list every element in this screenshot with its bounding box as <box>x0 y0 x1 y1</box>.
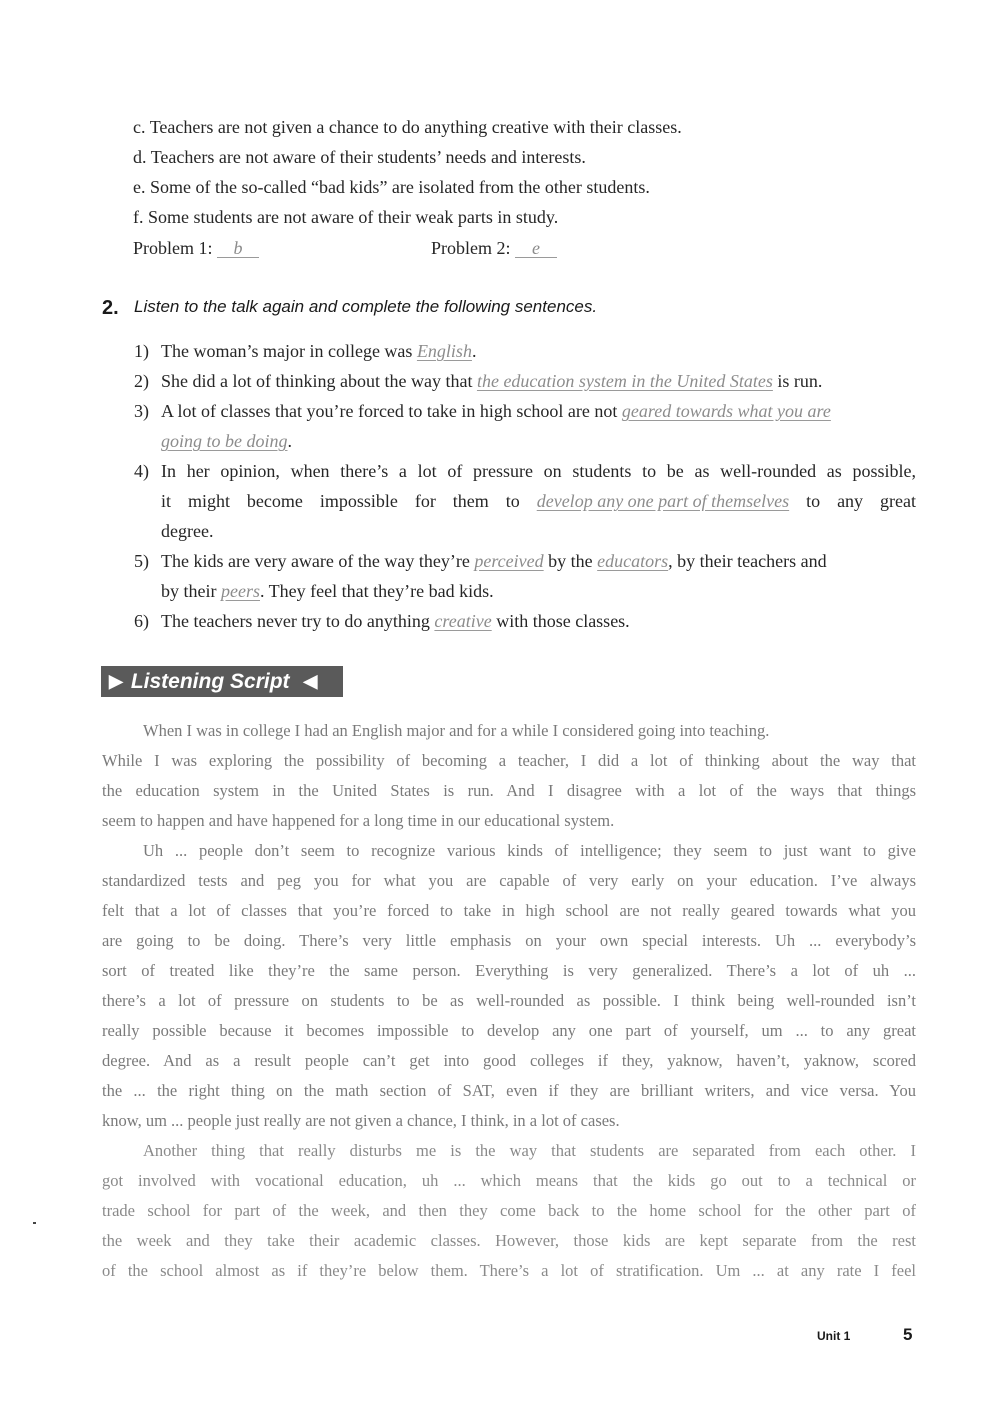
script-line: sort of treated like they’re the same person. Everything is very generalized. There’s a lot of uh ... <box>102 961 916 980</box>
answer-1: English <box>416 341 472 361</box>
listening-script-banner <box>101 666 343 697</box>
option-c: c. Teachers are not given a chance to do anything creative with their classes. <box>133 117 682 137</box>
script-line: Another thing that really disturbs me is the way that students are separated from each other. I <box>143 1141 916 1160</box>
answer-6: creative <box>434 611 492 631</box>
item-number: 6) <box>134 611 149 631</box>
item-3-line-2: going to be doing. <box>161 431 292 451</box>
script-line: degree. And as a result people can’t get into good colleges if they, yaknow, haven’t, yaknow, scored <box>102 1051 916 1070</box>
triangle-right-icon: ▶ <box>109 671 123 691</box>
item-4: In her opinion, when there’s a lot of pressure on students to be as well-rounded as possible, <box>161 461 916 481</box>
problem-2-answer: e <box>515 239 557 258</box>
option-e: e. Some of the so-called “bad kids” are isolated from the other students. <box>133 177 650 197</box>
script-line: When I was in college I had an English major and for a while I considered going into teaching. <box>143 721 770 740</box>
problem-1 <box>133 238 259 258</box>
page-number: 5 <box>903 1325 913 1344</box>
script-line: of the school almost as if they’re below them. There’s a lot of stratification. Um ... at any rate I feel <box>102 1261 916 1280</box>
answer-5c: peers <box>221 581 260 601</box>
script-line: trade school for part of the week, and then they come back to the home school for the other part of <box>102 1201 916 1220</box>
script-line: Uh ... people don’t seem to recognize various kinds of intelligence; they seem to just want to give <box>143 841 916 860</box>
answer-2: the education system in the United States <box>476 371 773 391</box>
answer-5a: perceived <box>474 551 544 571</box>
item-5-line-2: by their peers. They feel that they’re bad kids. <box>161 581 494 601</box>
item-number: 3) <box>134 401 149 421</box>
option-f: f. Some students are not aware of their weak parts in study. <box>133 207 559 227</box>
exercise-instruction: Listen to the talk again and complete the following sentences. <box>134 297 598 316</box>
banner-title: Listening Script <box>130 669 290 693</box>
script-line: there’s a lot of pressure on students to be as well-rounded as possible. I think being well-rounded isn’t <box>102 991 916 1010</box>
item-5: The kids are very aware of the way they’re perceived by the educators, by their teachers and <box>161 551 827 571</box>
item-number: 5) <box>134 551 149 571</box>
item-6: The teachers never try to do anything creative with those classes. <box>161 611 630 631</box>
item-4-line-2: it might become impossible for them to develop any one part of themselves to any great <box>161 491 916 511</box>
item-4-line-3: degree. <box>161 521 214 541</box>
answer-4: develop any one part of themselves <box>536 491 790 511</box>
item-number: 4) <box>134 461 149 481</box>
answer-3-cont: going to be doing <box>161 431 288 451</box>
exercise-number: 2. <box>102 297 119 319</box>
item-number: 2) <box>134 371 149 391</box>
problem-2 <box>431 238 557 258</box>
script-line: standardized tests and peg you for what you are capable of very early on your education. I’ve always <box>102 871 916 890</box>
triangle-left-icon: ◀ <box>303 671 318 691</box>
script-line: the ... the right thing on the math section of SAT, even if they are brilliant writers, and vice versa. You <box>102 1081 916 1100</box>
answer-5b: educators <box>597 551 669 571</box>
item-number: 1) <box>134 341 149 361</box>
item-3: A lot of classes that you’re forced to take in high school are not geared towards what you are <box>161 401 831 421</box>
unit-label: Unit 1 <box>817 1329 851 1343</box>
item-1: The woman’s major in college was English. <box>161 341 477 361</box>
option-d: d. Teachers are not aware of their students’ needs and interests. <box>133 147 586 167</box>
script-line: felt that a lot of classes that you’re forced to take in high school are not really geared towards what you <box>102 901 916 920</box>
item-2: She did a lot of thinking about the way that the education system in the United States is run. <box>161 371 823 391</box>
script-line: While I was exploring the possibility of becoming a teacher, I did a lot of thinking about the way that <box>102 751 916 770</box>
script-line: know, um ... people just really are not given a chance, I think, in a lot of cases. <box>102 1111 620 1130</box>
problem-1-answer: b <box>217 239 259 258</box>
problem-2-label: Problem 2: <box>431 238 511 258</box>
script-line: really possible because it becomes impossible to develop any one part of yourself, um ... to any great <box>102 1021 916 1040</box>
stray-mark <box>33 1222 36 1224</box>
problem-1-label: Problem 1: <box>133 238 213 258</box>
script-line: the week and they take their academic classes. However, those kids are kept separate from the rest <box>102 1231 916 1250</box>
script-line: seem to happen and have happened for a long time in our educational system. <box>102 811 615 830</box>
answer-3: geared towards what you are <box>621 401 831 421</box>
script-line: are going to be doing. There’s very little emphasis on your own special interests. Uh ... everybody’s <box>102 931 916 950</box>
script-line: the education system in the United States is run. And I disagree with a lot of the ways that things <box>102 781 916 800</box>
script-line: got involved with vocational education, uh ... which means that the kids go out to a technical or <box>102 1171 916 1190</box>
